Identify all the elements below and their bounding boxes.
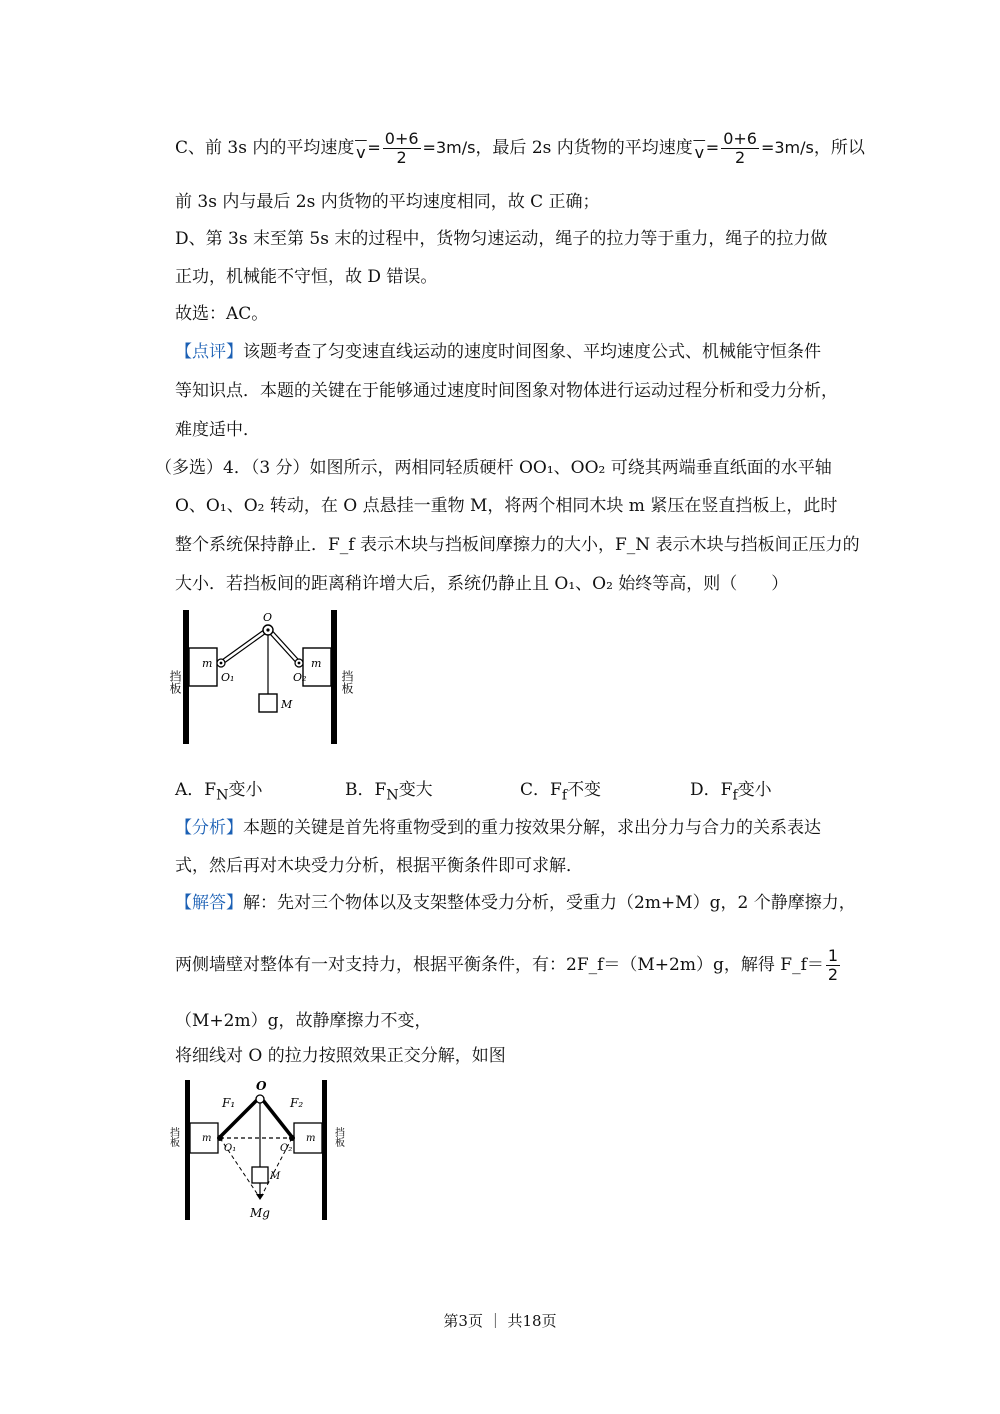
review-text-1: 该题考查了匀变速直线运动的速度时间图象、平均速度公式、机械能守恒条件	[243, 342, 821, 362]
c-middle: ，最后 2s 内货物的平均速度	[475, 138, 693, 158]
left-board	[183, 610, 189, 744]
label-o2: O₂	[293, 671, 307, 684]
option-b[interactable]: B．$F_N$变大	[345, 780, 433, 804]
label-board-left-2: 挡板	[167, 1127, 179, 1147]
review-line-2: 等知识点．本题的关键在于能够通过速度时间图象对物体进行运动过程分析和受力分析，	[175, 381, 838, 401]
answer-tag: 【解答】	[175, 893, 243, 913]
label-mg: Mg	[250, 1206, 270, 1220]
label-m-right-2: m	[306, 1133, 316, 1144]
text-line-2: D、第 3s 末至第 5s 末的过程中，货物匀速运动，绳子的拉力等于重力，绳子的拉力做	[175, 229, 828, 249]
answer-line-4: 将细线对 O 的拉力按照效果正交分解，如图	[175, 1046, 506, 1066]
label-o1: O₁	[221, 671, 235, 684]
equals-sign: =	[367, 138, 381, 157]
label-f2: F₂	[290, 1096, 304, 1110]
figure-2-force-diagram	[167, 1077, 360, 1225]
option-a[interactable]: A．$F_N$变小	[175, 780, 263, 804]
text-line-1: 前 3s 内与最后 2s 内货物的平均速度相同，故 C 正确；	[175, 192, 600, 212]
average-velocity-symbol-2: — v	[692, 132, 706, 162]
review-tag: 【点评】	[175, 342, 243, 362]
question-line-4: 大小．若挡板间的距离稍许增大后，系统仍静止且 O₁、O₂ 始终等高，则（ ）	[175, 574, 789, 594]
figure-1-diagram	[168, 608, 375, 748]
label-o2-2: O₂	[280, 1143, 293, 1154]
weight-m-2	[252, 1167, 268, 1183]
question-line-2: O、O₁、O₂ 转动，在 O 点悬挂一重物 M，将两个相同木块 m 紧压在竖直挡板上，此时	[175, 496, 838, 516]
text-line-3: 正功，机械能不守恒，故 D 错误。	[175, 267, 438, 287]
analysis-line-1	[175, 816, 821, 840]
right-board	[331, 610, 337, 744]
pivot-o2-2	[289, 1135, 295, 1141]
option-c-explanation	[175, 128, 865, 168]
average-velocity-symbol: — v	[354, 132, 368, 162]
equals-sign-2: =	[705, 138, 720, 157]
label-weight: M	[281, 698, 293, 711]
weight-m	[259, 694, 277, 712]
answer-line-1	[175, 891, 856, 915]
label-weight-2: M	[270, 1171, 281, 1182]
label-board-left: 挡板	[168, 670, 182, 694]
label-m-right: m	[311, 657, 322, 670]
page-footer: 第3页 ｜ 共18页	[443, 1312, 557, 1330]
answer-text-2: 两侧墙壁对整体有一对支持力，根据平衡条件，有：2F_f＝（M+2m）g，解得 F_f＝	[175, 955, 824, 975]
text-line-4: 故选：AC。	[175, 304, 269, 324]
analysis-line-2: 式，然后再对木块受力分析，根据平衡条件即可求解．	[175, 856, 583, 876]
analysis-text-1: 本题的关键是首先将重物受到的重力按效果分解，求出分力与合力的关系表达	[243, 818, 821, 838]
answer-text-1: 解：先对三个物体以及支架整体受力分析，受重力（2m+M）g，2 个静摩擦力，	[243, 893, 856, 913]
rod-left-inner	[221, 630, 267, 663]
pivot-o-2	[256, 1095, 264, 1103]
review-line-1	[175, 340, 821, 364]
c-prefix: C、前 3s 内的平均速度	[175, 138, 355, 158]
label-m-left: m	[202, 657, 213, 670]
label-o-2: O	[256, 1079, 267, 1093]
question-line-1: （多选）4．（3 分）如图所示，两相同轻质硬杆 OO₁、OO₂ 可绕其两端垂直纸面的水平轴	[155, 458, 832, 478]
label-o: O	[263, 611, 273, 624]
pivot-o1-2	[217, 1135, 223, 1141]
answer-line-2	[175, 943, 842, 987]
label-board-right: 挡板	[340, 670, 354, 694]
right-board-2	[322, 1080, 327, 1220]
result-2: =3m/s	[760, 138, 814, 157]
fraction-half: $\frac{1}{2}$	[827, 946, 839, 984]
rod-right-2	[262, 1099, 292, 1137]
option-d[interactable]: D．$F_f$变小	[690, 780, 772, 804]
label-board-right-2: 挡板	[332, 1127, 344, 1147]
result-1: =3m/s	[422, 138, 476, 157]
rod-right-inner	[269, 630, 299, 663]
label-f1: F₁	[222, 1096, 236, 1110]
left-board-2	[185, 1080, 190, 1220]
pivot-o-dot	[266, 628, 269, 631]
review-line-3: 难度适中．	[175, 420, 260, 440]
question-line-3: 整个系统保持静止．F_f 表示木块与挡板间摩擦力的大小，F_N 表示木块与挡板间正压力的	[175, 535, 860, 555]
answer-line-3: （M+2m）g，故静摩擦力不变，	[175, 1011, 432, 1031]
c-suffix: ，所以	[813, 138, 865, 158]
label-m-left-2: m	[202, 1133, 212, 1144]
pivot-o2-dot	[298, 662, 301, 665]
option-c[interactable]: C．$F_f$不变	[520, 780, 602, 804]
analysis-tag: 【分析】	[175, 818, 243, 838]
pivot-o1-dot	[220, 662, 223, 665]
fraction-2: $\frac{0+6}{2}$	[723, 129, 757, 167]
fraction-1: $\frac{0+6}{2}$	[384, 129, 419, 167]
label-o1-2: O₁	[224, 1143, 237, 1154]
mg-arrowhead	[256, 1194, 264, 1200]
